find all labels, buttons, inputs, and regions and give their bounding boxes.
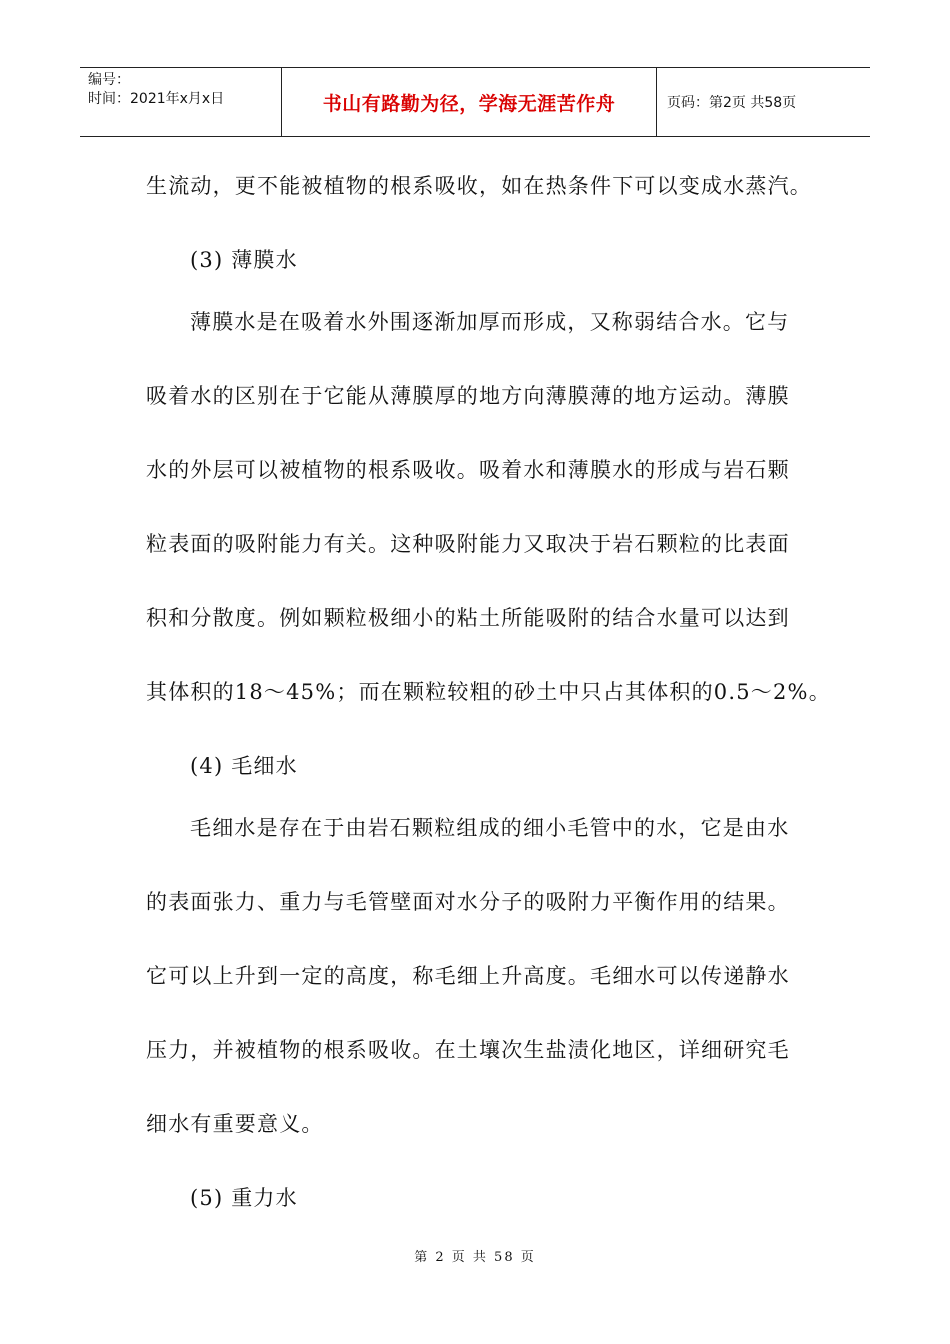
body-line: 其体积的18～45%；而在颗粒较粗的砂土中只占其体积的0.5～2%。 bbox=[146, 680, 831, 704]
header-page-info: 页码：第2页 共58页 bbox=[667, 95, 797, 111]
document-body bbox=[146, 155, 831, 1229]
body-line: 吸着水的区别在于它能从薄膜厚的地方向薄膜薄的地方运动。薄膜 bbox=[146, 384, 790, 408]
paragraph-first-line: 薄膜水是在吸着水外围逐渐加厚而形成，又称弱结合水。它与 bbox=[190, 310, 790, 334]
body-line: 积和分散度。例如颗粒极细小的粘土所能吸附的结合水量可以达到 bbox=[146, 606, 790, 630]
body-line: 粒表面的吸附能力有关。这种吸附能力又取决于岩石颗粒的比表面 bbox=[146, 532, 790, 556]
body-line: 压力，并被植物的根系吸收。在土壤次生盐渍化地区，详细研究毛 bbox=[146, 1038, 790, 1062]
body-line: 生流动，更不能被植物的根系吸收，如在热条件下可以变成水蒸汽。 bbox=[146, 174, 812, 198]
section-heading: (3) 薄膜水 bbox=[190, 248, 298, 272]
body-line: 细水有重要意义。 bbox=[146, 1112, 324, 1136]
section-heading: (4) 毛细水 bbox=[190, 754, 298, 778]
number-label: 编号： bbox=[88, 72, 130, 88]
body-line: 的表面张力、重力与毛管壁面对水分子的吸附力平衡作用的结果。 bbox=[146, 890, 790, 914]
header-motto: 书山有路勤为径，学海无涯苦作舟 bbox=[282, 68, 657, 136]
paragraph-first-line: 毛细水是存在于由岩石颗粒组成的细小毛管中的水，它是由水 bbox=[190, 816, 790, 840]
body-line: 它可以上升到一定的高度，称毛细上升高度。毛细水可以传递静水 bbox=[146, 964, 790, 988]
date-label: 时间：2021年x月x日 bbox=[88, 91, 225, 107]
section-heading: (5) 重力水 bbox=[190, 1186, 298, 1210]
page-footer: 第 2 页 共 58 页 bbox=[414, 1250, 536, 1265]
page-header bbox=[80, 67, 870, 137]
body-line: 水的外层可以被植物的根系吸收。吸着水和薄膜水的形成与岩石颗 bbox=[146, 458, 790, 482]
header-meta-cell bbox=[80, 68, 282, 136]
